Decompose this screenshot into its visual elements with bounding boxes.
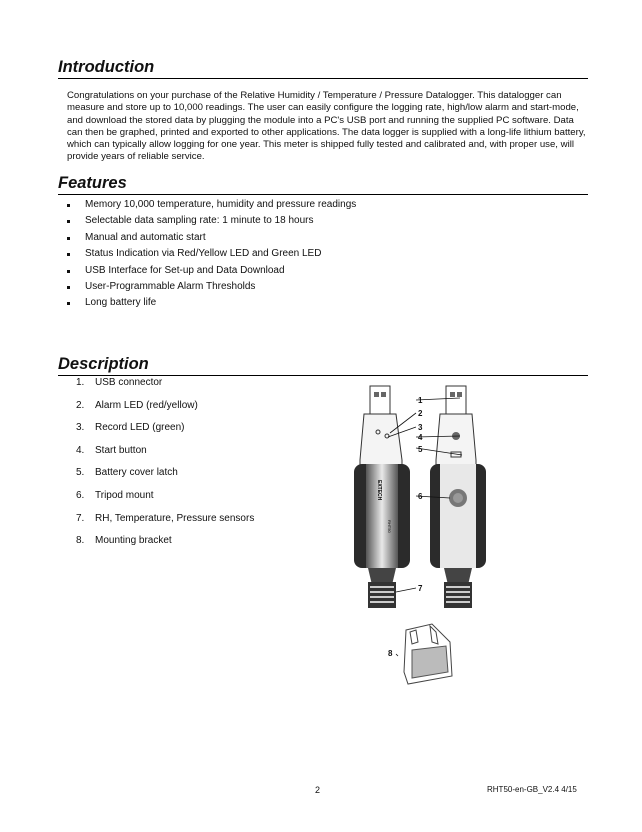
list-item: Status Indication via Red/Yellow LED and Green LED [67,246,567,262]
callout-2: 2 [418,409,423,418]
device-model: RHT50 [387,520,392,533]
list-item: 8. Mounting bracket [76,535,172,547]
callout-7: 7 [418,584,423,593]
bullet-icon [67,270,70,273]
callout-6: 6 [418,492,423,501]
list-item: Selectable data sampling rate: 1 minute to 18 hours [67,213,567,229]
list-item: 2. Alarm LED (red/yellow) [76,399,198,411]
features-list [67,197,567,312]
list-item: 4. Start button [76,444,147,456]
list-item: 6. Tripod mount [76,489,154,501]
bullet-icon [67,204,70,207]
list-item: 3. Record LED (green) [76,422,185,434]
page-number: 2 [315,785,321,795]
bullet-icon [67,253,70,256]
device-brand: EXTECH [376,480,382,501]
callout-8: 8 [388,649,393,658]
description-list [70,376,330,557]
list-item: Long battery life [67,295,567,311]
introduction-text: Congratulations on your purchase of the Relative Humidity / Temperature / Pressure Datalogger. This datalogger can measure and store up to 10,000 readings. The user can easily configure the logging rate, high/low alarm and start-mode, and download the stored data by plugging the module into a PC's USB port and running the supplied PC software. Data can then be graphed, printed and exported to other applications. The data logger is supplied with a long-life lithium battery, which can typically allow logging for one year. This meter is shipped fully tested and calibrated and, with proper use, will provide years of reliable service. [67,90,586,163]
introduction-heading: Introduction [58,58,588,79]
list-item: 1. USB connector [76,377,163,388]
callout-5: 5 [418,445,423,454]
list-item: Manual and automatic start [67,230,567,246]
description-heading: Description [58,355,588,376]
document-code: RHT50-en-GB_V2.4 4/15 [487,785,577,794]
list-item: Memory 10,000 temperature, humidity and pressure readings [67,197,567,213]
device-front [354,386,410,608]
callout-4: 4 [418,433,423,442]
list-item: User-Programmable Alarm Thresholds [67,279,567,295]
bullet-icon [67,220,70,223]
list-item: 7. RH, Temperature, Pressure sensors [76,512,255,524]
features-heading: Features [58,174,588,195]
list-item: 5. Battery cover latch [76,467,178,479]
callout-1: 1 [418,396,423,405]
list-item: USB Interface for Set-up and Data Download [67,263,567,279]
datalogger-diagram [340,380,510,690]
bullet-icon [67,302,70,305]
bullet-icon [67,286,70,289]
bullet-icon [67,237,70,240]
mounting-bracket [404,624,452,684]
callout-3: 3 [418,423,423,432]
